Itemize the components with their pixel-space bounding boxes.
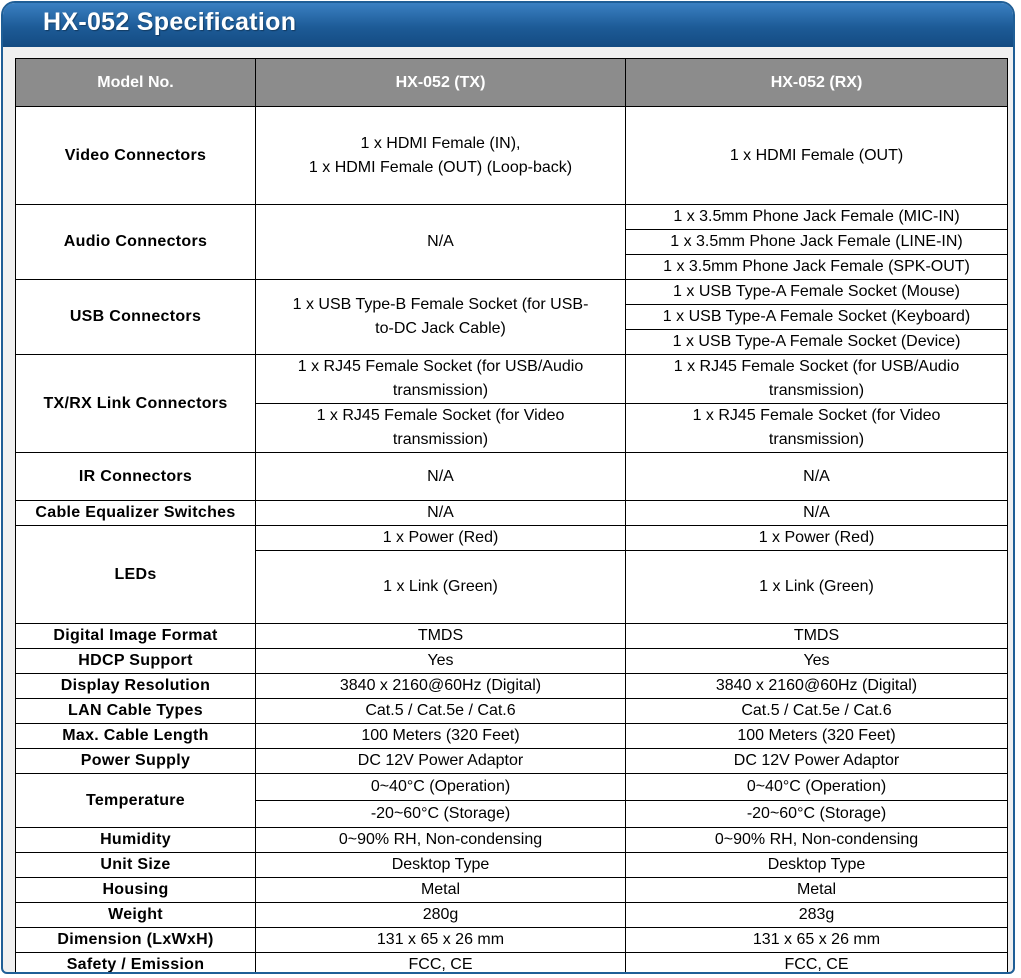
- cell-rx-usb-3: 1 x USB Type-A Female Socket (Device): [626, 330, 1008, 355]
- row-label-equalizer: Cable Equalizer Switches: [16, 501, 256, 526]
- row-label-humidity: Humidity: [16, 828, 256, 853]
- cell-tx-audio: N/A: [256, 205, 626, 280]
- table-row: [16, 526, 1008, 551]
- cell-line: 1 x HDMI Female (IN),: [360, 134, 521, 152]
- cell-rx-link-b: [626, 404, 1008, 453]
- row-label-resolution: Display Resolution: [16, 674, 256, 699]
- cell-rx-link-a: [626, 355, 1008, 404]
- spec-table: [15, 58, 1008, 974]
- row-label-lan: LAN Cable Types: [16, 699, 256, 724]
- cell-rx-ir: N/A: [626, 453, 1008, 501]
- cell-tx-led-power: 1 x Power (Red): [256, 526, 626, 551]
- table-row: [16, 205, 1008, 230]
- table-row: [16, 853, 1008, 878]
- cell-tx-video: [256, 107, 626, 205]
- cell-rx-unit-size: Desktop Type: [626, 853, 1008, 878]
- cell-rx-housing: Metal: [626, 878, 1008, 903]
- cell-tx-led-link: 1 x Link (Green): [256, 551, 626, 624]
- header-rx: HX-052 (RX): [626, 59, 1008, 107]
- cell-rx-power: DC 12V Power Adaptor: [626, 749, 1008, 774]
- cell-rx-audio-2: 1 x 3.5mm Phone Jack Female (LINE-IN): [626, 230, 1008, 255]
- cell-tx-unit-size: Desktop Type: [256, 853, 626, 878]
- cell-tx-temp-op: 0~40°C (Operation): [256, 774, 626, 801]
- cell-tx-temp-st: -20~60°C (Storage): [256, 801, 626, 828]
- cell-rx-resolution: 3840 x 2160@60Hz (Digital): [626, 674, 1008, 699]
- cell-rx-dimension: 131 x 65 x 26 mm: [626, 928, 1008, 953]
- cell-rx-led-link: 1 x Link (Green): [626, 551, 1008, 624]
- row-label-ir: IR Connectors: [16, 453, 256, 501]
- row-label-hdcp: HDCP Support: [16, 649, 256, 674]
- cell-rx-temp-op: 0~40°C (Operation): [626, 774, 1008, 801]
- row-label-unit-size: Unit Size: [16, 853, 256, 878]
- cell-tx-usb: [256, 280, 626, 355]
- table-row: [16, 828, 1008, 853]
- row-label-power: Power Supply: [16, 749, 256, 774]
- cell-line: transmission): [768, 382, 865, 399]
- header-model-label: Model No.: [16, 59, 256, 107]
- table-row: [16, 928, 1008, 953]
- cell-rx-image-format: TMDS: [626, 624, 1008, 649]
- cell-tx-link-a: [256, 355, 626, 404]
- table-row: [16, 674, 1008, 699]
- cell-line: 1 x USB Type-B Female Socket (for USB-: [292, 296, 589, 313]
- cell-line: 1 x RJ45 Female Socket (for USB/Audio: [673, 358, 960, 375]
- cell-rx-cable-length: 100 Meters (320 Feet): [626, 724, 1008, 749]
- cell-tx-ir: N/A: [256, 453, 626, 501]
- row-label-video: Video Connectors: [16, 107, 256, 205]
- table-row: [16, 501, 1008, 526]
- row-label-dimension: Dimension (LxWxH): [16, 928, 256, 953]
- cell-tx-image-format: TMDS: [256, 624, 626, 649]
- cell-line: transmission): [768, 431, 865, 448]
- cell-rx-usb-1: 1 x USB Type-A Female Socket (Mouse): [626, 280, 1008, 305]
- table-header-row: [16, 59, 1008, 107]
- cell-rx-weight: 283g: [626, 903, 1008, 928]
- cell-line: 1 x RJ45 Female Socket (for Video: [316, 407, 565, 424]
- cell-line: to-DC Jack Cable): [375, 320, 506, 337]
- row-label-weight: Weight: [16, 903, 256, 928]
- cell-rx-safety: FCC, CE: [626, 953, 1008, 975]
- cell-rx-temp-st: -20~60°C (Storage): [626, 801, 1008, 828]
- cell-tx-lan: Cat.5 / Cat.5e / Cat.6: [256, 699, 626, 724]
- cell-tx-resolution: 3840 x 2160@60Hz (Digital): [256, 674, 626, 699]
- cell-rx-equalizer: N/A: [626, 501, 1008, 526]
- cell-tx-housing: Metal: [256, 878, 626, 903]
- cell-tx-power: DC 12V Power Adaptor: [256, 749, 626, 774]
- table-row: [16, 774, 1008, 801]
- cell-tx-weight: 280g: [256, 903, 626, 928]
- row-label-safety: Safety / Emission: [16, 953, 256, 975]
- page-title: HX-052 Specification: [43, 8, 297, 36]
- cell-tx-dimension: 131 x 65 x 26 mm: [256, 928, 626, 953]
- spec-sheet: [1, 1, 1015, 974]
- cell-rx-lan: Cat.5 / Cat.5e / Cat.6: [626, 699, 1008, 724]
- cell-rx-usb-2: 1 x USB Type-A Female Socket (Keyboard): [626, 305, 1008, 330]
- table-row: [16, 749, 1008, 774]
- cell-line: 1 x RJ45 Female Socket (for USB/Audio: [297, 358, 584, 375]
- table-row: [16, 355, 1008, 404]
- cell-rx-audio-3: 1 x 3.5mm Phone Jack Female (SPK-OUT): [626, 255, 1008, 280]
- row-label-housing: Housing: [16, 878, 256, 903]
- cell-line: transmission): [392, 382, 489, 399]
- row-label-cable-length: Max. Cable Length: [16, 724, 256, 749]
- cell-rx-led-power: 1 x Power (Red): [626, 526, 1008, 551]
- row-label-audio: Audio Connectors: [16, 205, 256, 280]
- table-row: [16, 724, 1008, 749]
- cell-rx-humidity: 0~90% RH, Non-condensing: [626, 828, 1008, 853]
- cell-line: 1 x RJ45 Female Socket (for Video: [692, 407, 941, 424]
- cell-tx-link-b: [256, 404, 626, 453]
- table-row: [16, 107, 1008, 205]
- row-label-image-format: Digital Image Format: [16, 624, 256, 649]
- cell-rx-audio-1: 1 x 3.5mm Phone Jack Female (MIC-IN): [626, 205, 1008, 230]
- row-label-leds: LEDs: [16, 526, 256, 624]
- table-row: [16, 903, 1008, 928]
- cell-tx-safety: FCC, CE: [256, 953, 626, 975]
- cell-tx-cable-length: 100 Meters (320 Feet): [256, 724, 626, 749]
- table-row: [16, 953, 1008, 975]
- cell-tx-humidity: 0~90% RH, Non-condensing: [256, 828, 626, 853]
- table-row: [16, 280, 1008, 305]
- table-row: [16, 878, 1008, 903]
- table-row: [16, 699, 1008, 724]
- table-row: [16, 649, 1008, 674]
- header-tx: HX-052 (TX): [256, 59, 626, 107]
- cell-rx-video: 1 x HDMI Female (OUT): [626, 107, 1008, 205]
- table-row: [16, 624, 1008, 649]
- row-label-temperature: Temperature: [16, 774, 256, 828]
- title-bar: [3, 3, 1013, 47]
- table-row: [16, 453, 1008, 501]
- cell-line: transmission): [392, 431, 489, 448]
- cell-line: 1 x HDMI Female (OUT) (Loop-back): [308, 158, 573, 176]
- row-label-usb: USB Connectors: [16, 280, 256, 355]
- cell-rx-hdcp: Yes: [626, 649, 1008, 674]
- cell-tx-equalizer: N/A: [256, 501, 626, 526]
- cell-tx-hdcp: Yes: [256, 649, 626, 674]
- row-label-link: TX/RX Link Connectors: [16, 355, 256, 453]
